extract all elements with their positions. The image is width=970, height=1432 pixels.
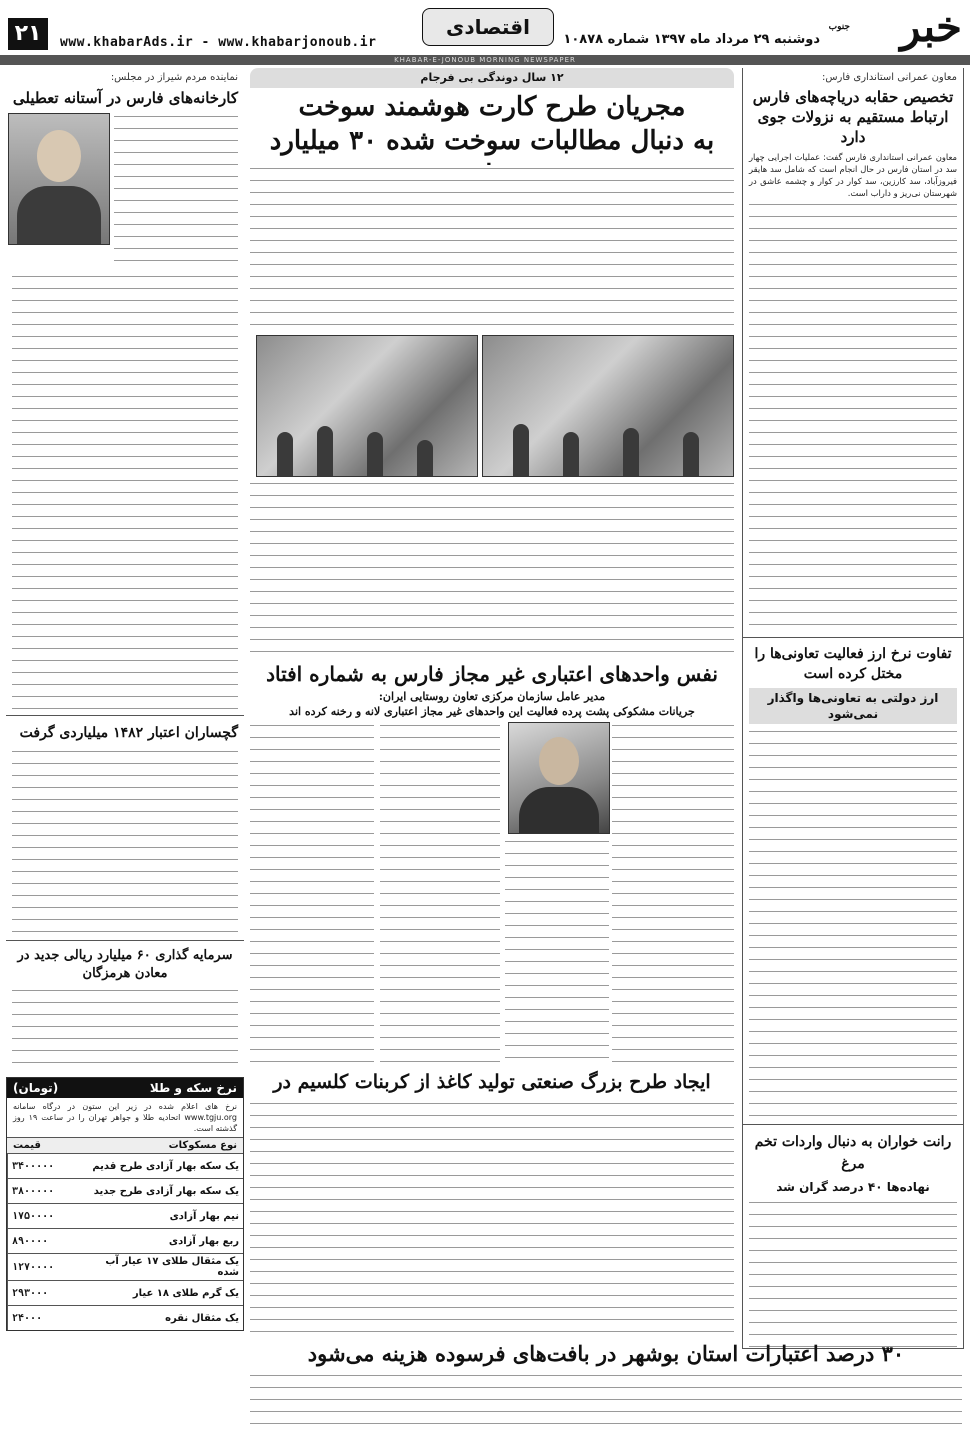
price-row <box>8 1281 244 1306</box>
main-story-text-bottom <box>250 480 734 655</box>
story-2-text-col-2 <box>505 838 609 1062</box>
main-headline-line-2: به دنبال مطالبات سوخت شده ۳۰ میلیارد <box>269 126 715 156</box>
story-2-text-col-4 <box>250 722 374 1062</box>
price-row <box>8 1229 244 1254</box>
left-article-2-text <box>12 748 238 934</box>
divider <box>6 940 244 941</box>
price-row <box>8 1254 244 1281</box>
price-row <box>8 1306 244 1331</box>
main-story-band: ۱۲ سال دوندگی بی فرجام <box>250 68 734 88</box>
face-shape <box>539 737 579 785</box>
newspaper-logo <box>822 4 962 50</box>
right-column <box>742 68 964 1349</box>
price-item-name: یک مثقال طلای ۱۷ عیار آب شده <box>86 1254 243 1281</box>
photo-mp-portrait <box>8 113 110 245</box>
gold-price-box <box>6 1077 244 1331</box>
english-banner: KHABAR-E-JONOUB MORNING NEWSPAPER <box>0 55 970 65</box>
masthead <box>0 0 970 62</box>
bottom-headline: ۳۰ درصد اعتبارات استان بوشهر در بافت‌های فرسوده هزینه می‌شود <box>307 1341 905 1366</box>
main-headline-line-1: مجریان طرح کارت هوشمند سوخت <box>298 92 686 122</box>
price-item-value: ۳۸۰۰۰۰۰ <box>8 1179 87 1204</box>
story-2-text-col-3 <box>380 722 500 1062</box>
logo-text: خبر <box>900 2 962 51</box>
logo-subtext: جنوب <box>828 22 850 32</box>
price-box-header <box>7 1078 243 1098</box>
right-article-1-text <box>749 201 957 631</box>
divider <box>6 715 244 716</box>
story-2-headline: نفس واحدهای اعتباری غیر مجاز فارس به شماره افتاد <box>266 662 718 686</box>
person-figure <box>513 424 529 476</box>
left-article-1-top <box>6 113 244 273</box>
price-item-name: یک سکه بهار آزادی طرح قدیم <box>86 1154 243 1179</box>
right-article-2-text <box>749 728 957 1118</box>
person-figure <box>623 428 639 476</box>
page-number: ۲۱ <box>8 18 48 50</box>
divider <box>743 637 963 638</box>
person-figure <box>563 432 579 476</box>
left-kicker: نماینده مردم شیراز در مجلس: <box>110 72 238 83</box>
right-article-1 <box>749 151 957 631</box>
right-article-1-lead: معاون عمرانی استانداری فارس گفت: عملیات اجرایی چهار سد در استان فارس در حال انجام است که شامل سد هایقر فیروزآباد، سد کارزین، سد کوار در کوار و چشمه عاشق در شهرستان نی‌ریز و داراب است. <box>749 152 957 198</box>
person-figure <box>417 440 433 476</box>
left-headline-3: سرمایه گذاری ۶۰ میلیارد ریالی جدید در معادن هرمزگان <box>17 948 233 981</box>
left-article-3-text <box>12 987 238 1071</box>
col-type: نوع مسکوکات <box>168 1140 237 1151</box>
suit-shape <box>17 186 101 244</box>
left-article-1-text <box>12 273 238 709</box>
face-shape <box>37 130 81 182</box>
col-price: قیمت <box>13 1140 41 1151</box>
price-note: نرخ های اعلام شده در زیر این ستون در درگاه سامانه www.tgju.org اتحادیه طلا و جواهر تهران را در ساعت ۱۹ روز گذشته است. <box>13 1102 237 1133</box>
story-2-text-col-1 <box>612 722 734 1062</box>
price-table <box>7 1153 243 1330</box>
website-urls[interactable]: www.khabarAds.ir - www.khabarjonoub.ir <box>60 35 377 50</box>
person-figure <box>683 432 699 476</box>
photo-protest-right <box>482 335 734 477</box>
left-headline-2: گچساران اعتبار ۱۴۸۲ میلیاردی گرفت <box>19 725 238 741</box>
left-headline-1: کارخانه‌های فارس در آستانه تعطیلی <box>12 89 238 107</box>
left-article-1-lead <box>114 113 238 269</box>
price-row <box>8 1154 244 1179</box>
price-row <box>8 1179 244 1204</box>
price-item-name: یک گرم طلای ۱۸ عیار <box>86 1281 243 1306</box>
price-item-value: ۱۷۵۰۰۰۰ <box>8 1204 87 1229</box>
price-item-value: ۲۹۳۰۰۰ <box>8 1281 87 1306</box>
story-3-text <box>250 1100 734 1332</box>
story-2-subheadline: جریانات مشکوکی پشت پرده فعالیت این واحدهای غیر مجاز اعتباری لانه و رخنه کرده اند <box>289 705 695 718</box>
price-row <box>8 1204 244 1229</box>
bottom-story-text <box>250 1372 962 1428</box>
right-subheadline-3: نهاده‌ها ۴۰ درصد گران شد <box>776 1180 930 1194</box>
story-3-headline: ایجاد طرح بزرگ صنعتی تولید کاغذ از کربنات کلسیم در <box>273 1071 711 1093</box>
issue-date: دوشنبه ۲۹ مرداد ماه ۱۳۹۷ شماره ۱۰۸۷۸ <box>563 32 820 47</box>
main-story-text-top <box>250 165 734 330</box>
price-item-name: نیم بهار آزادی <box>86 1204 243 1229</box>
price-item-value: ۱۲۷۰۰۰۰ <box>8 1254 87 1281</box>
story-2-kicker: مدیر عامل سازمان مرکزی تعاون روستایی ایران: <box>378 690 606 703</box>
price-item-name: یک سکه بهار آزادی طرح جدید <box>86 1179 243 1204</box>
section-label: اقتصادی <box>422 8 554 46</box>
price-box-title: نرخ سکه و طلا <box>149 1081 237 1095</box>
suit-shape <box>519 787 599 833</box>
right-headline-1: تخصیص حقابه دریاچه‌های فارس ارتباط مستقیم به نزولات جوی دارد <box>752 88 954 146</box>
right-kicker: معاون عمرانی استانداری فارس: <box>821 72 957 83</box>
right-article-3-text <box>749 1199 957 1349</box>
right-subheadline-2: ارز دولتی به تعاونی‌ها واگذار نمی‌شود <box>749 688 957 724</box>
divider <box>743 1124 963 1125</box>
price-table-header <box>7 1137 243 1153</box>
person-figure <box>317 426 333 476</box>
right-headline-3: رانت خواران به دنبال واردات تخم مرغ <box>754 1134 952 1172</box>
price-box-unit: (تومان) <box>13 1081 59 1095</box>
person-figure <box>277 432 293 476</box>
price-item-name: ربع بهار آزادی <box>86 1229 243 1254</box>
photo-protest-left <box>256 335 478 477</box>
left-column <box>6 68 244 1428</box>
price-item-value: ۲۴۰۰۰ <box>8 1306 87 1331</box>
price-item-name: یک مثقال نقره <box>86 1306 243 1331</box>
person-figure <box>367 432 383 476</box>
right-headline-2: تفاوت نرخ ارز فعالیت تعاونی‌ها را مختل کرده است <box>754 646 952 682</box>
price-item-value: ۸۹۰۰۰۰ <box>8 1229 87 1254</box>
photo-official-portrait <box>508 722 610 834</box>
price-item-value: ۳۴۰۰۰۰۰ <box>8 1154 87 1179</box>
